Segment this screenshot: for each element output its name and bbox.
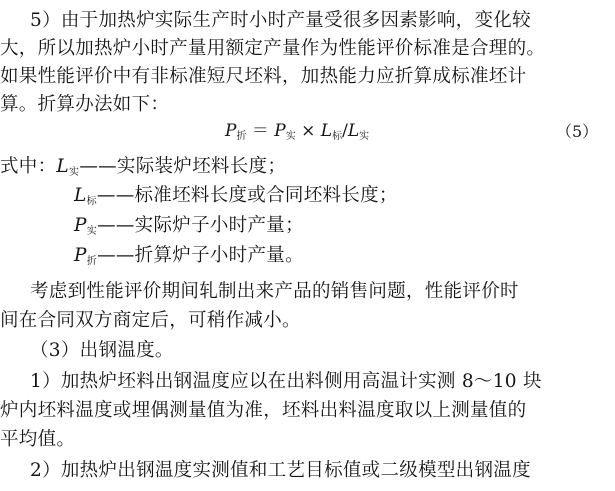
formula-l-actual: L xyxy=(347,121,360,141)
paragraph-4-line-1: 2）加热炉出钢温度实测值和工艺目标值或二级模型出钢温度 xyxy=(30,460,531,481)
formula-l-actual-sub: 实 xyxy=(359,131,370,142)
definition-3 xyxy=(74,214,304,244)
definition-3-text: ——实际炉子小时产量； xyxy=(97,215,304,236)
definition-1-text: ——实际装炉坯料长度； xyxy=(79,156,287,177)
formula-p-actual-sub: 实 xyxy=(285,131,296,142)
paragraph-3-line-3: 平均值。 xyxy=(0,429,76,450)
definition-2 xyxy=(74,184,398,214)
formula-p-actual: P xyxy=(274,121,286,141)
formula-l-standard: L xyxy=(320,121,333,141)
definition-2-symbol: L xyxy=(74,185,87,206)
definition-1-sub: 实 xyxy=(69,167,80,178)
paragraph-2-line-1: 考虑到性能评价期间轧制出来产品的销售问题，性能评价时 xyxy=(30,281,519,302)
definition-4-symbol: P xyxy=(74,245,87,266)
paragraph-1-line-3: 如果性能评价中有非标准短尺坯料，加热能力应折算成标准坯计 xyxy=(0,66,527,87)
definition-1-symbol: L xyxy=(56,156,69,177)
formula-times: × xyxy=(301,121,316,141)
formula-p-folded: P xyxy=(225,121,237,141)
formula-l-standard-sub: 标 xyxy=(332,131,343,142)
formula-5 xyxy=(225,120,369,148)
definition-4-sub: 折 xyxy=(86,256,98,267)
formula-slash: / xyxy=(342,121,348,141)
paragraph-1-line-4: 算。折算办法如下： xyxy=(0,94,170,115)
definition-4-text: ——折算炉子小时产量。 xyxy=(97,245,304,266)
definition-2-sub: 标 xyxy=(86,196,97,207)
paragraph-1-line-1: 5）由于加热炉实际生产时小时产量受很多因素影响，变化较 xyxy=(30,10,531,31)
paragraph-3-line-2: 炉内坯料温度或埋偶测量值为准，坯料出料温度取以上测量值的 xyxy=(0,400,527,421)
definition-4 xyxy=(74,244,304,274)
paragraph-1-line-2: 大，所以加热炉小时产量用额定产量作为性能评价标准是合理的。 xyxy=(0,38,546,59)
paragraph-2-line-2: 间在合同双方商定后，可稍作减小。 xyxy=(0,310,301,331)
definition-3-symbol: P xyxy=(74,215,87,236)
section-heading: （3）出钢温度。 xyxy=(30,340,174,361)
definition-1 xyxy=(0,155,286,185)
definition-2-text: ——标准坯料长度或合同坯料长度； xyxy=(96,185,398,206)
formula-equals: ＝ xyxy=(251,121,269,141)
paragraph-3-line-1: 1）加热炉坯料出钢温度应以在出料侧用高温计实测 8～10 块 xyxy=(30,371,542,392)
formula-p-folded-sub: 折 xyxy=(236,131,247,142)
definition-prefix: 式中： xyxy=(0,156,57,177)
equation-number: （5） xyxy=(556,122,599,141)
definition-3-sub: 实 xyxy=(86,226,98,237)
